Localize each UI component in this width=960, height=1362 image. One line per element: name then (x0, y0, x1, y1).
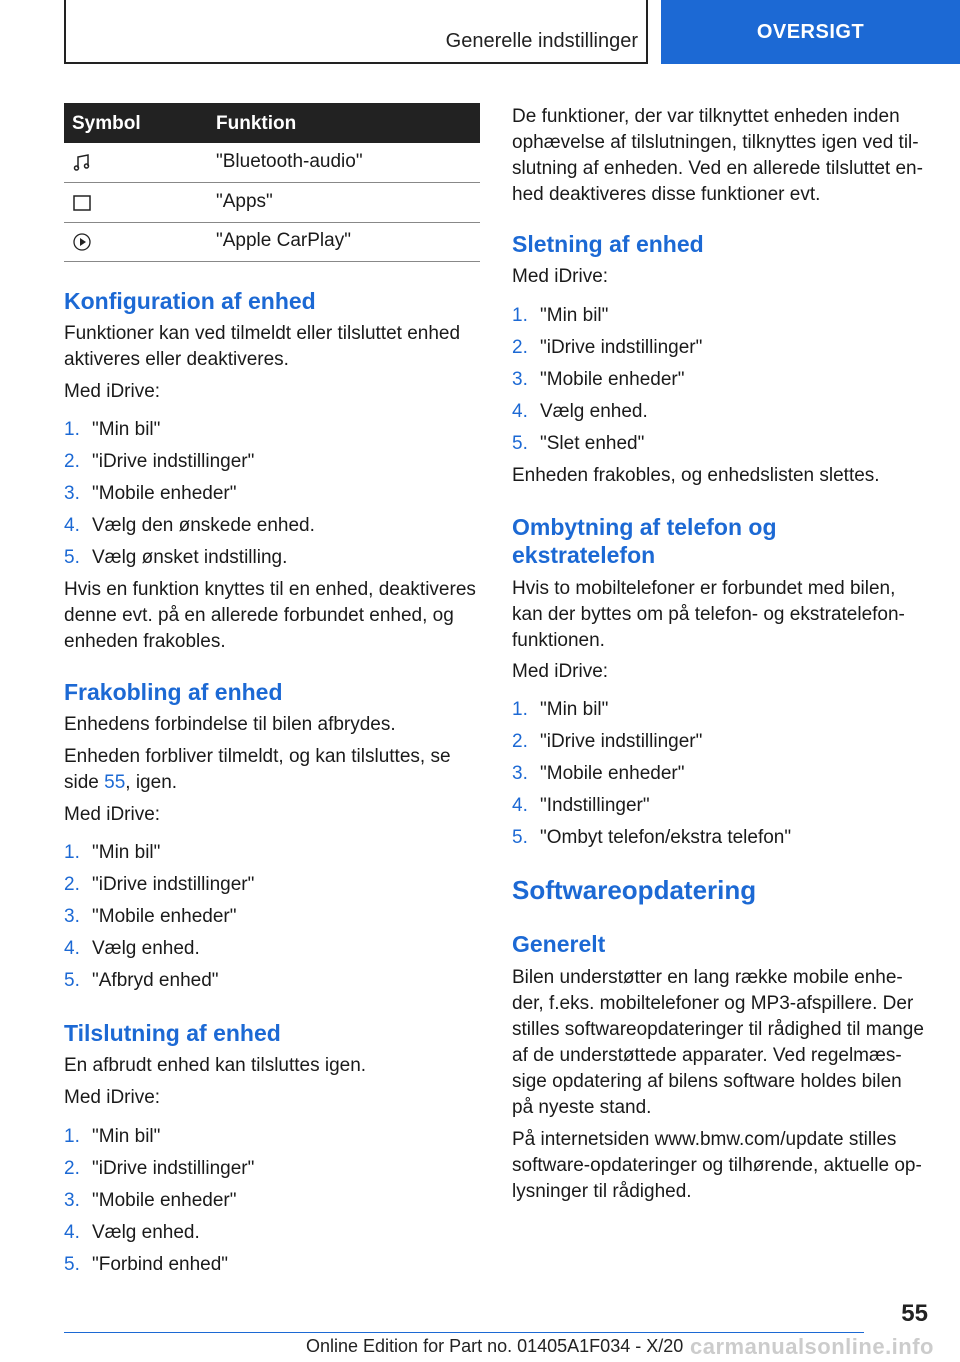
paragraph: Hvis to mobiltelefoner er forbundet med bilen, (512, 578, 896, 599)
paragraph: side 55, igen. (64, 772, 178, 793)
step-item: 3. "Mobile enheder" (64, 483, 237, 504)
paragraph: Hvis en funktion knyttes til en enhed, deaktiveres (64, 579, 476, 600)
heading-ombytning-cont: ekstratelefon (512, 542, 656, 568)
step-item: 2. "iDrive indstillinger" (512, 731, 703, 752)
play-circle-icon (72, 232, 92, 252)
table-row (64, 143, 480, 183)
paragraph: denne evt. på en allerede forbundet enhed, og (64, 605, 454, 626)
step-item: 3. "Mobile enheder" (512, 369, 685, 390)
function-label: "Apple CarPlay" (216, 230, 351, 251)
heading-ombytning: Ombytning af telefon og (512, 514, 777, 540)
step-item: 1. "Min bil" (64, 1126, 161, 1147)
paragraph: funktionen. (512, 630, 605, 651)
paragraph: På internetsiden www.bmw.com/update stilles (512, 1129, 897, 1150)
paragraph: sige opdatering af bilens software holdes bilen (512, 1071, 902, 1092)
paragraph: der, f.eks. mobiltelefoner og MP3-afspillere. Der (512, 993, 914, 1014)
paragraph: lysninger til rådighed. (512, 1181, 692, 1202)
heading-software: Softwareopdatering (512, 875, 757, 905)
paragraph: Funktioner kan ved tilmeldt eller tilsluttet enhed (64, 323, 461, 344)
step-item: 2. "iDrive indstillinger" (64, 874, 255, 895)
table-header-function: Funktion (216, 113, 297, 134)
paragraph: ophævelse af tilslutningen, tilknyttes igen ved til- (512, 132, 919, 153)
overview-tab[interactable]: OVERSIGT (661, 0, 960, 64)
watermark: carmanualsonline.info (690, 1334, 934, 1359)
paragraph: Enhedens forbindelse til bilen afbrydes. (64, 714, 396, 735)
paragraph: software-opdateringer og tilhørende, aktuelle op- (512, 1155, 922, 1176)
step-item: 5. "Afbryd enhed" (64, 970, 219, 991)
paragraph: slutning af enheden. Ved en allerede tilsluttet en- (512, 158, 923, 179)
step-item: 5. "Ombyt telefon/ekstra telefon" (512, 827, 792, 848)
step-item: 1. "Min bil" (64, 419, 161, 440)
step-item: 3. "Mobile enheder" (64, 1190, 237, 1211)
section-title: Generelle indstillinger (445, 30, 638, 52)
idrive-label: Med iDrive: (64, 1087, 161, 1108)
function-label: "Bluetooth-audio" (216, 151, 363, 172)
heading-sletning: Sletning af enhed (512, 231, 704, 257)
paragraph: aktiveres eller deaktiveres. (64, 349, 289, 370)
paragraph: Enheden frakobles, og enhedslisten slettes. (512, 465, 880, 486)
step-item: 2. "iDrive indstillinger" (512, 337, 703, 358)
page-link[interactable]: 55 (104, 772, 126, 793)
square-icon (72, 193, 92, 213)
paragraph: af de understøttede apparater. Ved regelmæs- (512, 1045, 902, 1066)
step-item: 4. Vælg enhed. (64, 938, 200, 959)
step-item: 5. "Forbind enhed" (64, 1254, 229, 1275)
step-item: 3. "Mobile enheder" (512, 763, 685, 784)
step-item: 4. Vælg enhed. (64, 1222, 200, 1243)
step-item: 1. "Min bil" (512, 305, 609, 326)
heading-tilslutning: Tilslutning af enhed (64, 1020, 281, 1046)
step-item: 5. "Slet enhed" (512, 433, 645, 454)
step-item: 1. "Min bil" (512, 699, 609, 720)
footer-divider (64, 1332, 864, 1333)
heading-generelt: Generelt (512, 931, 606, 957)
step-item: 4. Vælg enhed. (512, 401, 648, 422)
paragraph: stilles softwareopdateringer til rådighed til mange (512, 1019, 924, 1040)
table-header (64, 103, 480, 143)
paragraph: De funktioner, der var tilknyttet enheden inden (512, 106, 900, 127)
step-item: 5. Vælg ønsket indstilling. (64, 547, 288, 568)
paragraph: Enheden forbliver tilmeldt, og kan tilsluttes, se (64, 746, 451, 767)
idrive-label: Med iDrive: (64, 804, 161, 825)
idrive-label: Med iDrive: (64, 381, 161, 402)
paragraph: Bilen understøtter en lang række mobile enhe- (512, 967, 903, 988)
table-row (64, 222, 480, 262)
heading-konfiguration: Konfiguration af enhed (64, 288, 316, 314)
paragraph: enheden frakobles. (64, 631, 226, 652)
music-note-icon (72, 153, 92, 173)
step-item: 2. "iDrive indstillinger" (64, 451, 255, 472)
table-row (64, 183, 480, 223)
step-item: 3. "Mobile enheder" (64, 906, 237, 927)
step-item: 4. Vælg den ønskede enhed. (64, 515, 315, 536)
paragraph: En afbrudt enhed kan tilsluttes igen. (64, 1055, 367, 1076)
footer-edition: Online Edition for Part no. 01405A1F034 - X/20 (306, 1336, 684, 1356)
step-item: 1. "Min bil" (64, 842, 161, 863)
step-item: 2. "iDrive indstillinger" (64, 1158, 255, 1179)
heading-frakobling: Frakobling af enhed (64, 679, 283, 705)
table-header-symbol: Symbol (72, 113, 141, 134)
idrive-label: Med iDrive: (512, 661, 609, 682)
paragraph: hed deaktiveres disse funktioner evt. (512, 184, 821, 205)
function-label: "Apps" (216, 191, 273, 212)
paragraph: kan der byttes om på telefon- og ekstratelefon- (512, 604, 905, 625)
paragraph: på nyeste stand. (512, 1097, 652, 1118)
page-number: 55 (901, 1300, 928, 1327)
step-item: 4. "Indstillinger" (512, 795, 650, 816)
idrive-label: Med iDrive: (512, 266, 609, 287)
